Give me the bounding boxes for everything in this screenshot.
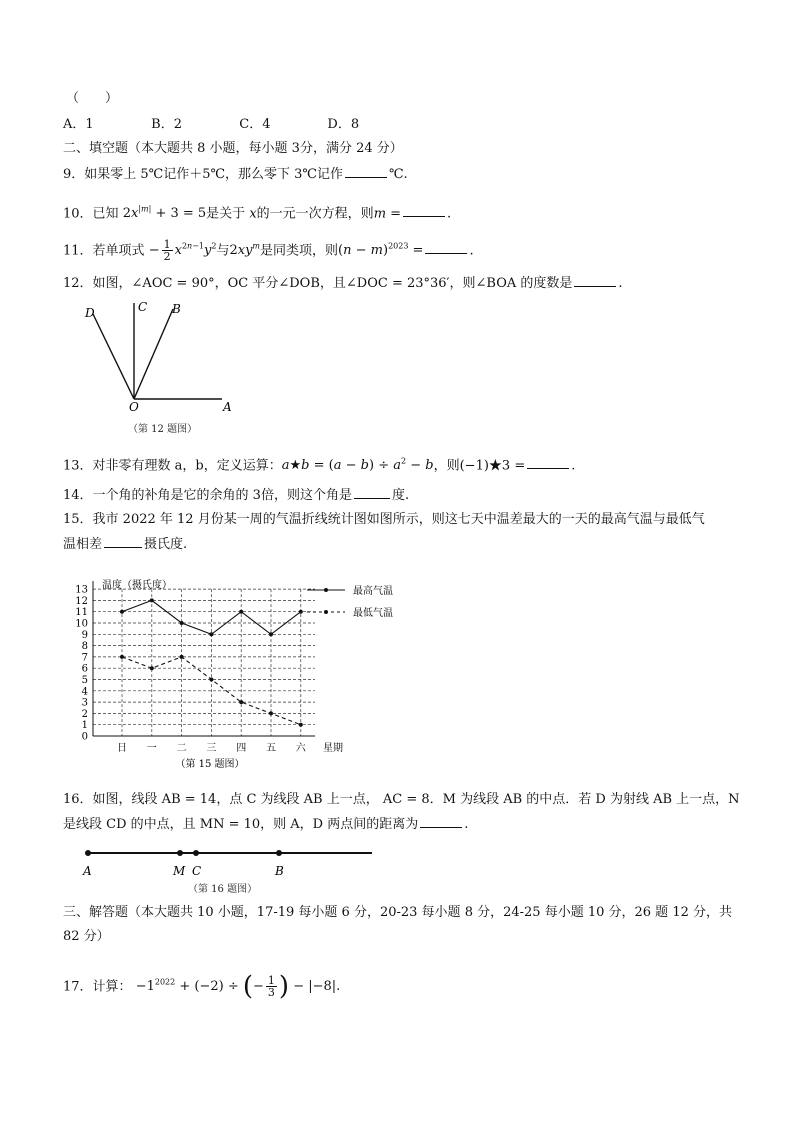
label-b-seg: B (275, 864, 284, 878)
y-tick-label: 6 (81, 663, 88, 675)
q11-mid2: 是同类项，则 (260, 243, 339, 259)
q16-caption: （第 16 题图） (188, 884, 258, 895)
q10-post: . (447, 206, 452, 222)
q14-blank (354, 486, 390, 499)
series-1-point (239, 700, 243, 704)
q10-var: x (249, 206, 257, 222)
y-tick-label: 11 (75, 607, 88, 619)
q12-post: . (618, 276, 623, 291)
section3-title-line1: 三、解答题（本大题共 10 小题，17-19 每小题 6 分，20-23 每小题 8 分，24-25 每小题 10 分，26 题 12 分，共 (63, 905, 732, 920)
q12 (63, 274, 623, 293)
point-m (177, 850, 183, 856)
y-tick-label: 9 (81, 629, 88, 641)
q17-pre: 17．计算： (63, 979, 132, 995)
series-0-point (299, 610, 303, 614)
q11-blank (425, 241, 467, 254)
q17-expression: $-1^{2022} + (-2)$ ÷ (− $\frac{1}{3}$ ) − |−8|. (135, 971, 341, 1002)
q13-definition: a★b = $(a - b) \div a^2 - b$ (281, 457, 434, 474)
point-b (276, 850, 282, 856)
y-tick-label: 8 (81, 641, 88, 653)
q12-text: 12．如图，∠AOC = 90°，OC 平分∠DOB，且∠DOC = 23°36′，则∠BOA 的度数是 (63, 276, 573, 291)
q13-pre: 13．对非零有理数 a，b，定义运算： (63, 458, 282, 474)
series-0-point (150, 598, 154, 602)
answer-paren: （ ） (66, 91, 119, 106)
x-tick-label: 日 (117, 743, 127, 754)
y-tick-label: 13 (75, 584, 88, 596)
y-tick-label: 0 (81, 731, 88, 743)
x-tick-label: 六 (295, 743, 306, 754)
q13-expr: (−1)★3 = (459, 458, 526, 474)
legend-label-1: 最低气温 (353, 608, 393, 619)
q14-post: 度. (391, 488, 410, 503)
x-tick-label: 四 (236, 743, 247, 754)
series-1-point (120, 655, 124, 659)
series-0-point (180, 621, 184, 625)
series-0-point (239, 610, 243, 614)
q13-blank (527, 456, 569, 469)
q14-text: 14．一个角的补角是它的余角的 3倍，则这个角是 (63, 488, 352, 503)
q10-blank (403, 204, 445, 217)
y-tick-label: 3 (81, 697, 88, 709)
x-tick-label: 二 (176, 743, 187, 754)
y-tick-label: 4 (81, 686, 88, 698)
series-1-point (180, 655, 184, 659)
label-m-seg: M (173, 864, 186, 878)
q15-blank (104, 535, 142, 548)
q11-mid: 与 (216, 243, 230, 259)
q11-expr: $(n - m)^{2023}$ = (338, 242, 424, 259)
q13-post: . (571, 458, 576, 474)
q9 (63, 165, 408, 184)
legend-marker-0 (324, 588, 328, 592)
q9-blank (345, 165, 387, 178)
y-tick-label: 10 (75, 618, 88, 630)
x-tick-label: 五 (266, 743, 276, 754)
q11 (63, 238, 474, 262)
q16-segment-figure (80, 843, 380, 883)
label-d: D (85, 306, 95, 320)
label-c-seg: C (192, 864, 202, 878)
q16-line1: 16．如图，线段 AB = 14，点 C 为线段 AB 上一点， AC = 8．M 为线段 AB 的中点．若 D 为射线 AB 上一点，N (63, 792, 740, 807)
y-tick-label: 1 (81, 720, 88, 732)
q16-blank (420, 815, 462, 828)
q10-mid: 是关于 (206, 206, 246, 222)
q10-equation: $2x^{|m|} + 3 = 5$ (122, 205, 207, 222)
y-axis-label: 温度（摄氏度） (102, 580, 172, 592)
x-tick-label: 三 (206, 743, 217, 754)
point-c (193, 850, 199, 856)
q12-blank (574, 274, 616, 287)
q15-line2 (63, 535, 187, 554)
q13 (63, 453, 575, 475)
q10: 10．已知 $2x^{|m|} + 3 = 5$是关于 x的一元一次方程，则m = . (63, 205, 452, 222)
q9-post: ℃. (388, 167, 408, 182)
series-1-point (209, 678, 213, 682)
q9-text: 9．如果零上 5℃记作＋5℃，那么零下 3℃记作 (63, 167, 343, 182)
option-b: B．2 (151, 117, 182, 132)
option-c: C．4 (239, 117, 271, 132)
q15-line2-pre: 温相差 (63, 537, 103, 552)
q10-pre: 10．已知 (63, 206, 119, 222)
q15-caption: （第 15 题图） (175, 759, 245, 770)
q10-mid2: 的一元一次方程，则 (256, 206, 374, 222)
x-tick-label: 一 (146, 743, 157, 754)
series-0-point (269, 632, 273, 636)
option-d: D．8 (327, 117, 360, 132)
q15-line1: 15．我市 2022 年 12 月份某一周的气温折线统计图如图所示，则这七天中温差最大的一天的最高气温与最低气 (63, 512, 705, 527)
label-b: B (172, 302, 181, 316)
q16-line2-post: . (464, 817, 469, 832)
y-tick-label: 2 (81, 708, 88, 720)
label-a: A (223, 400, 232, 414)
q15-line2-post: 摄氏度. (144, 537, 188, 552)
q17 (63, 970, 340, 1000)
q11-monomial2: $2xy^m$ (229, 242, 261, 259)
option-a: A．1 (63, 117, 94, 132)
q12-caption: （第 12 题图） (128, 424, 198, 435)
q16-line2 (63, 815, 468, 834)
series-0-point (209, 632, 213, 636)
series-1-point (269, 711, 273, 715)
q11-pre: 11．若单项式 (63, 243, 145, 259)
section2-title: 二、填空题（本大题共 8 小题，每小题 3分，满分 24 分） (63, 141, 403, 156)
label-o: O (129, 400, 139, 414)
series-1-point (299, 723, 303, 727)
y-tick-label: 7 (81, 652, 88, 664)
label-c: C (138, 300, 148, 314)
q11-monomial1: − $\frac{1}{2}$ $x^{2n-1}y^2$ (148, 238, 217, 264)
legend-label-0: 最高气温 (353, 586, 393, 597)
label-a-seg: A (83, 864, 92, 878)
q13-mid: ，则 (433, 458, 460, 474)
y-tick-label: 12 (75, 595, 88, 607)
q14 (63, 486, 409, 505)
q12-angle-figure (80, 297, 250, 417)
q8-options (63, 116, 411, 134)
series-1-point (150, 666, 154, 670)
section3-title-line2: 82 分） (63, 929, 110, 944)
q16-line2-pre: 是线段 CD 的中点，且 MN = 10，则 A，D 两点间的距离为 (63, 817, 419, 832)
point-a (85, 850, 91, 856)
temperature-line-chart (60, 572, 420, 772)
x-axis-label: 星期 (323, 743, 343, 754)
series-0-point (120, 610, 124, 614)
legend-marker-1 (324, 610, 328, 614)
y-tick-label: 5 (81, 675, 88, 686)
q11-post: . (469, 243, 474, 259)
